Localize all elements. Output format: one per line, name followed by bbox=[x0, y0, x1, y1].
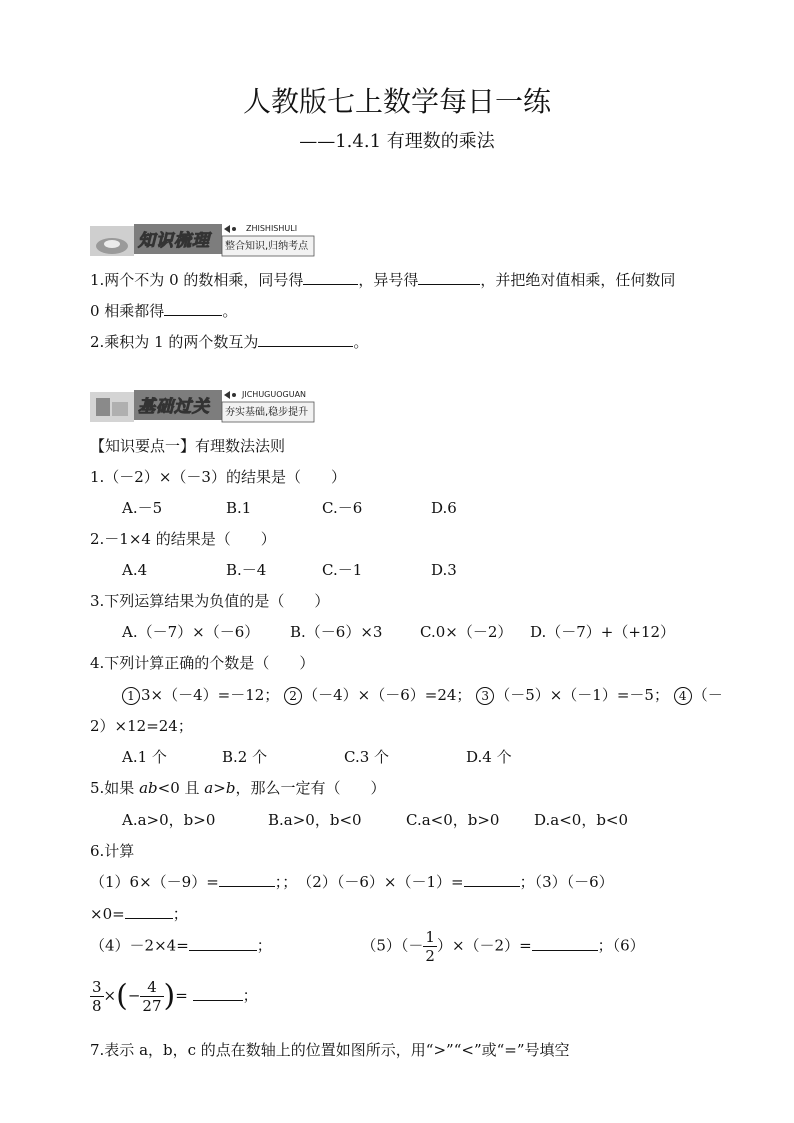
s1-question-1-cont: 0 相乘都得 。 bbox=[90, 302, 238, 320]
question-6-row3: $\frac{3}{8}$ ×(− $\frac{4}{27}$ )= ； bbox=[92, 978, 258, 1015]
page-subtitle: ——1.4.1 有理数的乘法 bbox=[299, 131, 495, 152]
s1-question-2: 2.乘积为 1 的两个数互为 。 bbox=[90, 333, 369, 351]
question-2: 2.－1×4 的结果是（ ） bbox=[90, 530, 276, 548]
banner-subheading: 整合知识,归纳考点 bbox=[225, 241, 309, 252]
banner-subheading: 夯实基础,稳步提升 bbox=[225, 407, 309, 418]
banner-english: ZHISHISHULI bbox=[246, 224, 298, 233]
question-3: 3.下列运算结果为负值的是（ ） bbox=[90, 592, 330, 610]
banner-heading: 基础过关 bbox=[138, 397, 210, 417]
question-4-items: 1 3×（－4）=－12； 2 （－4）×（－6）=24； 3 （－5）×（－1）=－5； 4 （－ bbox=[122, 685, 723, 705]
circled-number: 2 bbox=[284, 687, 302, 705]
question-6-row1-cont: ×0= ； bbox=[90, 905, 188, 923]
question-6-row2: （4）－2×4= ； （5）（－ $\frac{1}{2}$ ）×（－2）= ；（6） bbox=[90, 928, 645, 965]
circled-number: 3 bbox=[476, 687, 494, 705]
banner-english: JICHUGUOGUAN bbox=[242, 390, 307, 399]
knowledge-point-heading: 【知识要点一】有理数法法则 bbox=[90, 437, 286, 455]
s1-question-1: 1.两个不为 0 的数相乘，同号得 ，异号得 ，并把绝对值相乘，任何数同 bbox=[90, 271, 676, 289]
banner-heading: 知识梳理 bbox=[138, 231, 210, 251]
question-4: 4.下列计算正确的个数是（ ） bbox=[90, 654, 315, 672]
circled-number: 1 bbox=[122, 687, 140, 705]
question-4-cont: 2）×12=24； bbox=[90, 717, 193, 735]
circled-number: 4 bbox=[674, 687, 692, 705]
section-banner-knowledge bbox=[88, 222, 316, 258]
question-6: 6.计算 bbox=[90, 842, 135, 860]
fraction: $\frac{4}{27}$ bbox=[142, 978, 162, 1015]
question-7: 7.表示 a，b，c 的点在数轴上的位置如图所示，用“>”“<”或“=”号填空 bbox=[90, 1041, 570, 1059]
question-1: 1.（－2）×（－3）的结果是（ ） bbox=[90, 468, 346, 486]
section-banner-basics bbox=[88, 388, 316, 424]
fraction: $\frac{3}{8}$ bbox=[92, 978, 102, 1015]
question-5: 5.如果 ab<0 且 a>b，那么一定有（ ） bbox=[90, 779, 386, 797]
question-6-row1: （1）6×（－9）= ；； （2）（－6）×（－1）= ；（3）（－6） bbox=[90, 873, 614, 891]
page-title: 人教版七上数学每日一练 bbox=[242, 85, 551, 118]
fraction: $\frac{1}{2}$ bbox=[425, 928, 435, 965]
